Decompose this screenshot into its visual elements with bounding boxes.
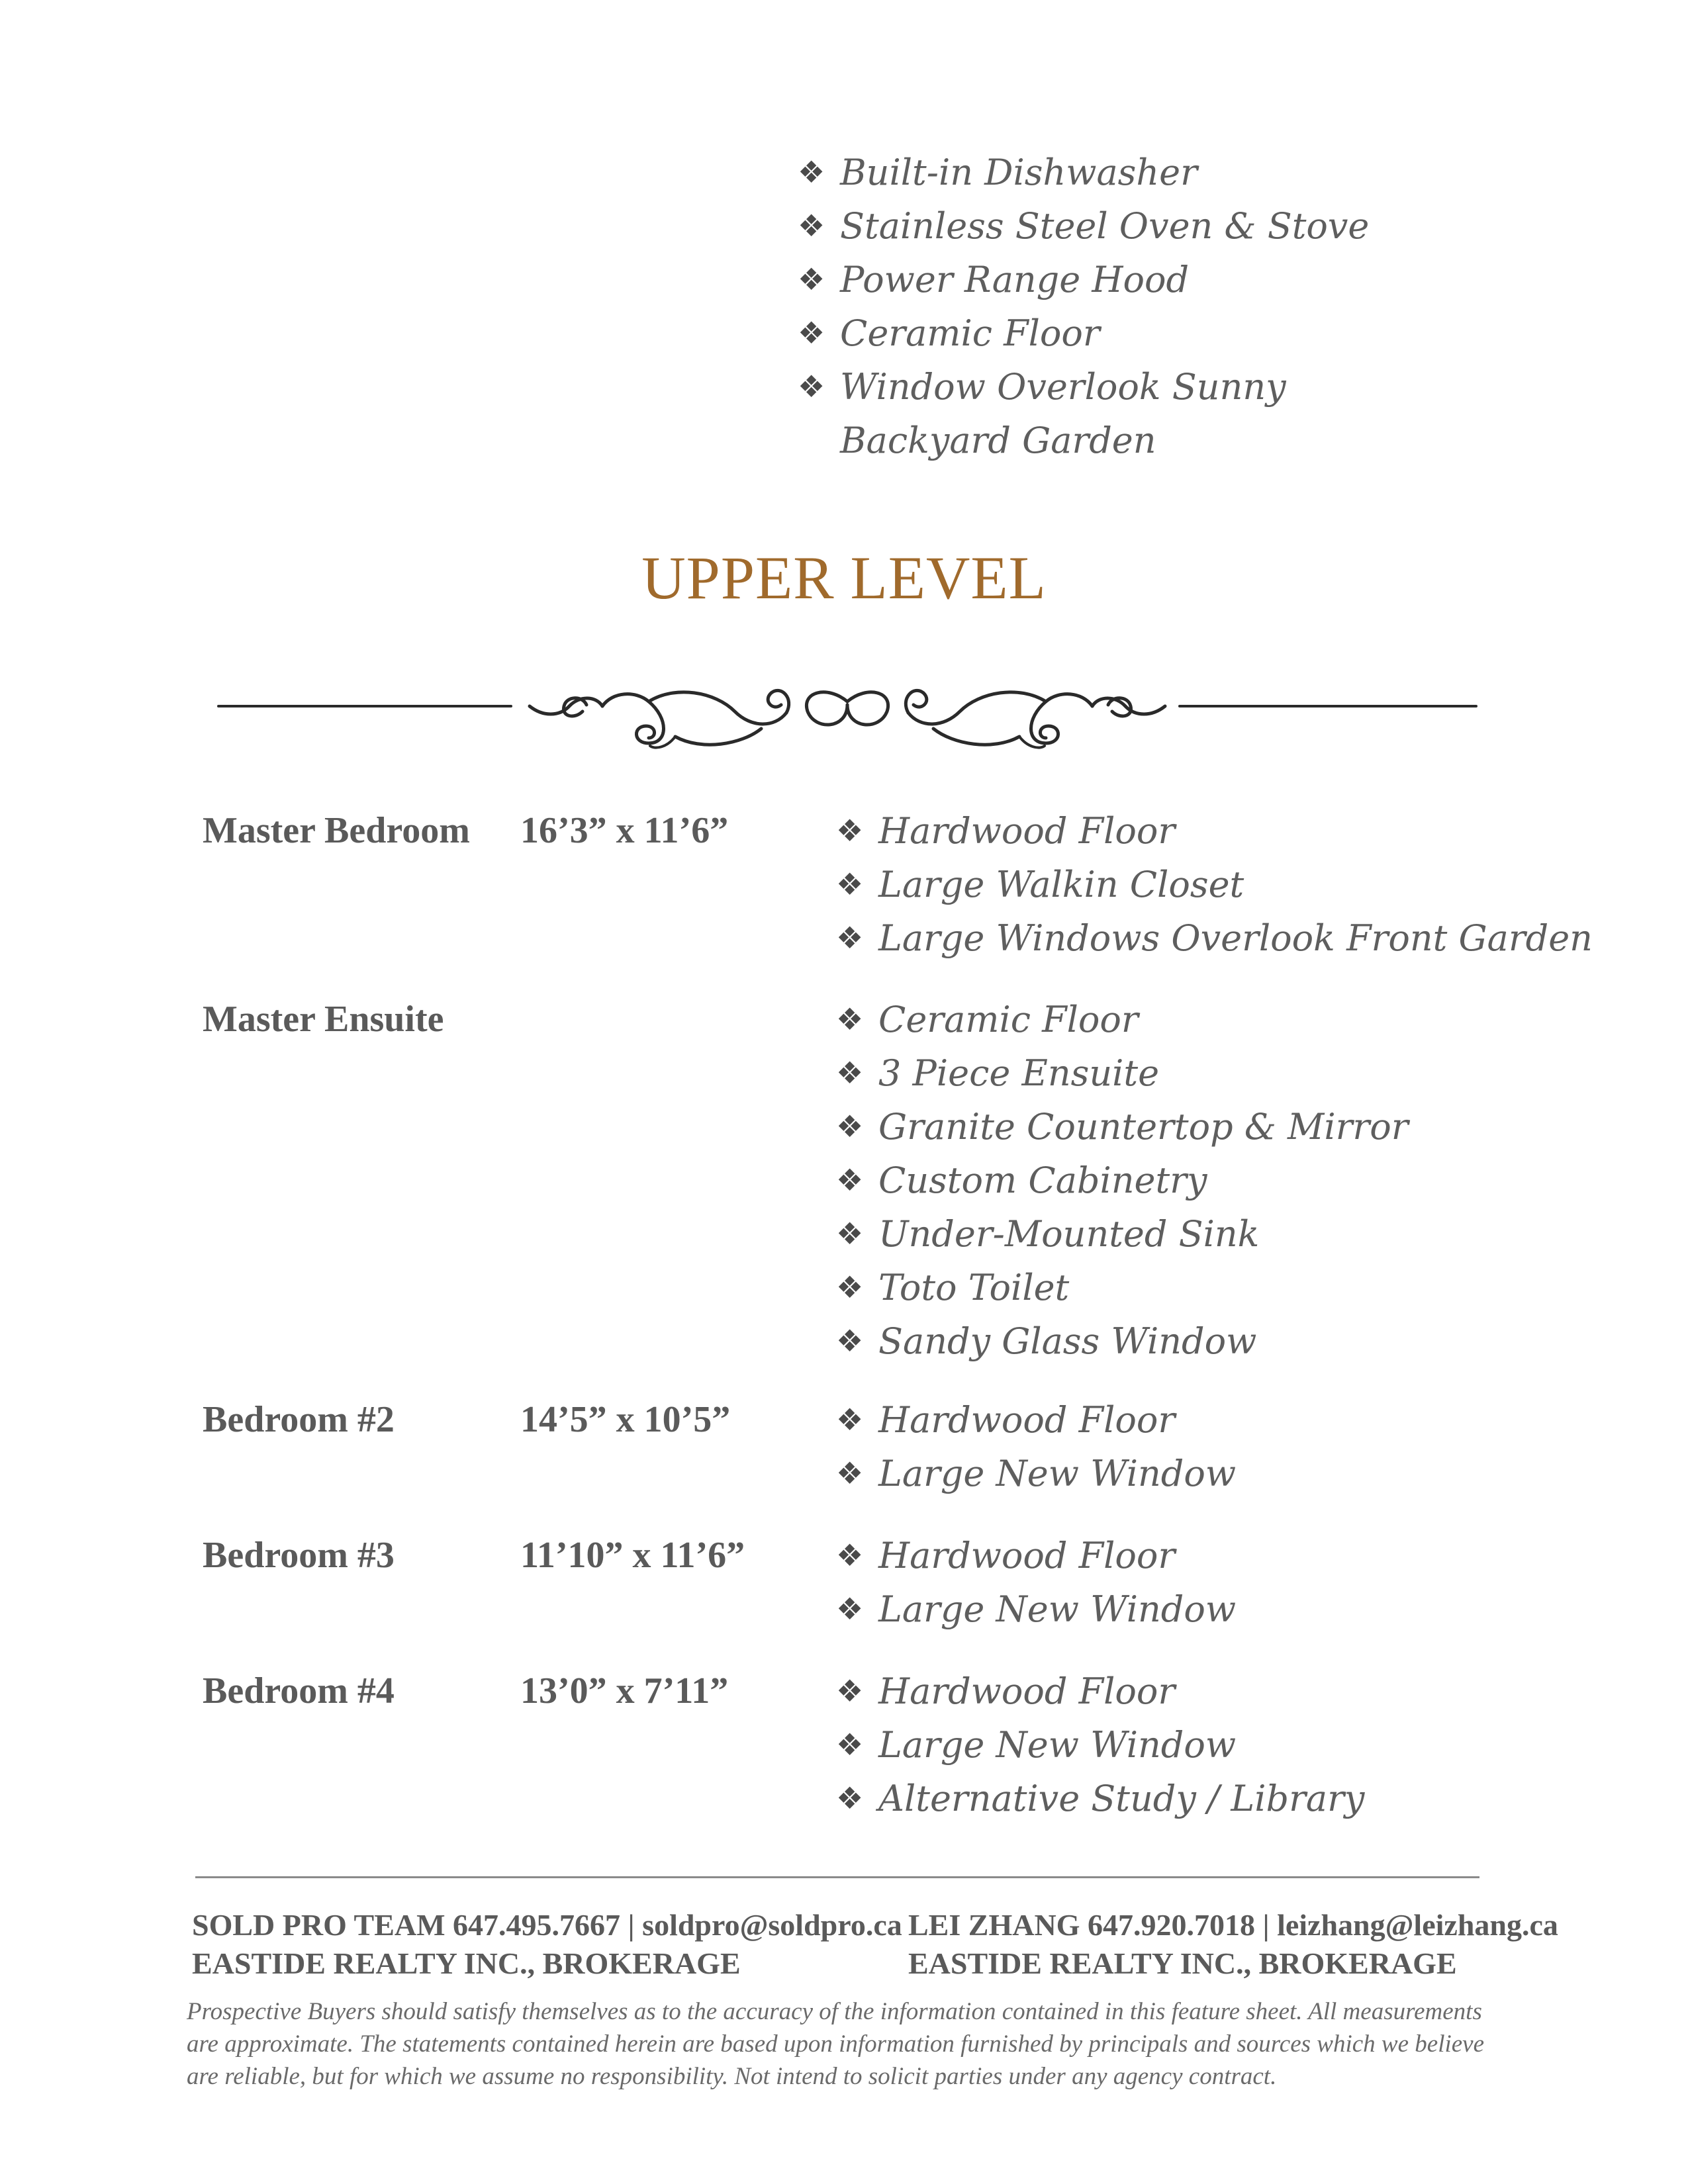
footer-contact-left xyxy=(192,1906,902,1983)
room-name: Bedroom #2 xyxy=(203,1399,395,1440)
feature-item: ❖ Sandy Glass Window xyxy=(836,1314,1630,1368)
diamond-bullet-icon: ❖ xyxy=(836,1323,864,1359)
feature-item: ❖ Custom Cabinetry xyxy=(836,1154,1630,1207)
diamond-bullet-icon: ❖ xyxy=(836,1780,864,1816)
diamond-bullet-icon: ❖ xyxy=(836,866,864,902)
contact-line: SOLD PRO TEAM 647.495.7667 | soldpro@soldpro.ca xyxy=(192,1908,902,1942)
room-feature-list xyxy=(836,993,1630,1368)
diamond-bullet-icon: ❖ xyxy=(836,1402,864,1437)
footer-divider xyxy=(195,1876,1479,1878)
diamond-bullet-icon: ❖ xyxy=(836,1001,864,1037)
room-name: Bedroom #3 xyxy=(203,1535,395,1576)
room-feature-list xyxy=(836,804,1630,965)
diamond-bullet-icon: ❖ xyxy=(836,1727,864,1762)
kitchen-feature-list xyxy=(798,146,1460,467)
diamond-bullet-icon: ❖ xyxy=(836,1673,864,1709)
room-name: Master Ensuite xyxy=(203,999,444,1040)
feature-item: ❖ Alternative Study / Library xyxy=(836,1772,1630,1825)
diamond-bullet-icon: ❖ xyxy=(798,154,825,190)
brokerage-line: EASTIDE REALTY INC., BROKERAGE xyxy=(192,1946,741,1980)
feature-item: ❖ Hardwood Floor xyxy=(836,1393,1630,1447)
room-name: Bedroom #4 xyxy=(203,1670,395,1711)
feature-item: ❖ Under-Mounted Sink xyxy=(836,1207,1630,1261)
feature-item: ❖ Ceramic Floor xyxy=(798,306,1460,360)
diamond-bullet-icon: ❖ xyxy=(836,1455,864,1491)
diamond-bullet-icon: ❖ xyxy=(836,920,864,956)
feature-item: ❖ Large New Window xyxy=(836,1718,1630,1772)
feature-item: ❖ Large New Window xyxy=(836,1447,1630,1500)
feature-item: ❖ Large Windows Overlook Front Garden xyxy=(836,911,1630,965)
feature-item: ❖ Window Overlook Sunny Backyard Garden xyxy=(798,360,1460,467)
room-dimensions: 13’0” x 7’11” xyxy=(520,1670,729,1711)
diamond-bullet-icon: ❖ xyxy=(836,813,864,848)
feature-item: ❖ Toto Toilet xyxy=(836,1261,1630,1314)
diamond-bullet-icon: ❖ xyxy=(798,315,825,351)
room-feature-list xyxy=(836,1393,1630,1500)
feature-item: ❖ Hardwood Floor xyxy=(836,1529,1630,1582)
diamond-bullet-icon: ❖ xyxy=(836,1109,864,1144)
feature-item: ❖ Built-in Dishwasher xyxy=(798,146,1460,199)
contact-line: LEI ZHANG 647.920.7018 | leizhang@leizhang.ca xyxy=(908,1908,1558,1942)
diamond-bullet-icon: ❖ xyxy=(836,1162,864,1198)
footer-contact-right xyxy=(908,1906,1558,1983)
room-dimensions: 11’10” x 11’6” xyxy=(520,1535,745,1576)
diamond-bullet-icon: ❖ xyxy=(798,261,825,297)
diamond-bullet-icon: ❖ xyxy=(836,1537,864,1573)
feature-item: ❖ Hardwood Floor xyxy=(836,1664,1630,1718)
room-dimensions: 14’5” x 10’5” xyxy=(520,1399,731,1440)
diamond-bullet-icon: ❖ xyxy=(836,1591,864,1627)
feature-item: ❖ Hardwood Floor xyxy=(836,804,1630,858)
section-title: UPPER LEVEL xyxy=(641,544,1047,612)
ornamental-divider-icon xyxy=(212,665,1483,764)
brokerage-line: EASTIDE REALTY INC., BROKERAGE xyxy=(908,1946,1457,1980)
feature-item: ❖ Power Range Hood xyxy=(798,253,1460,306)
room-name: Master Bedroom xyxy=(203,810,470,851)
diamond-bullet-icon: ❖ xyxy=(836,1269,864,1305)
feature-item: ❖ Ceramic Floor xyxy=(836,993,1630,1046)
room-dimensions: 16’3” x 11’6” xyxy=(520,810,729,851)
room-feature-list xyxy=(836,1529,1630,1636)
diamond-bullet-icon: ❖ xyxy=(836,1055,864,1091)
diamond-bullet-icon: ❖ xyxy=(836,1216,864,1251)
feature-item: ❖ Large Walkin Closet xyxy=(836,858,1630,911)
feature-item: ❖ Granite Countertop & Mirror xyxy=(836,1100,1630,1154)
room-feature-list xyxy=(836,1664,1630,1825)
diamond-bullet-icon: ❖ xyxy=(798,369,825,404)
disclaimer-text: Prospective Buyers should satisfy themselves as to the accuracy of the information contained in this feature sheet. All measurements are approximate. The statements contained herein are based upon information furnished by principals and sources which we believe are reliable, but for which we assume no responsibility. Not intend to solicit parties under any agency contract. xyxy=(187,1998,1485,2090)
feature-item: ❖ Stainless Steel Oven & Stove xyxy=(798,199,1460,253)
feature-item: ❖ Large New Window xyxy=(836,1582,1630,1636)
feature-item: ❖ 3 Piece Ensuite xyxy=(836,1046,1630,1100)
diamond-bullet-icon: ❖ xyxy=(798,208,825,244)
